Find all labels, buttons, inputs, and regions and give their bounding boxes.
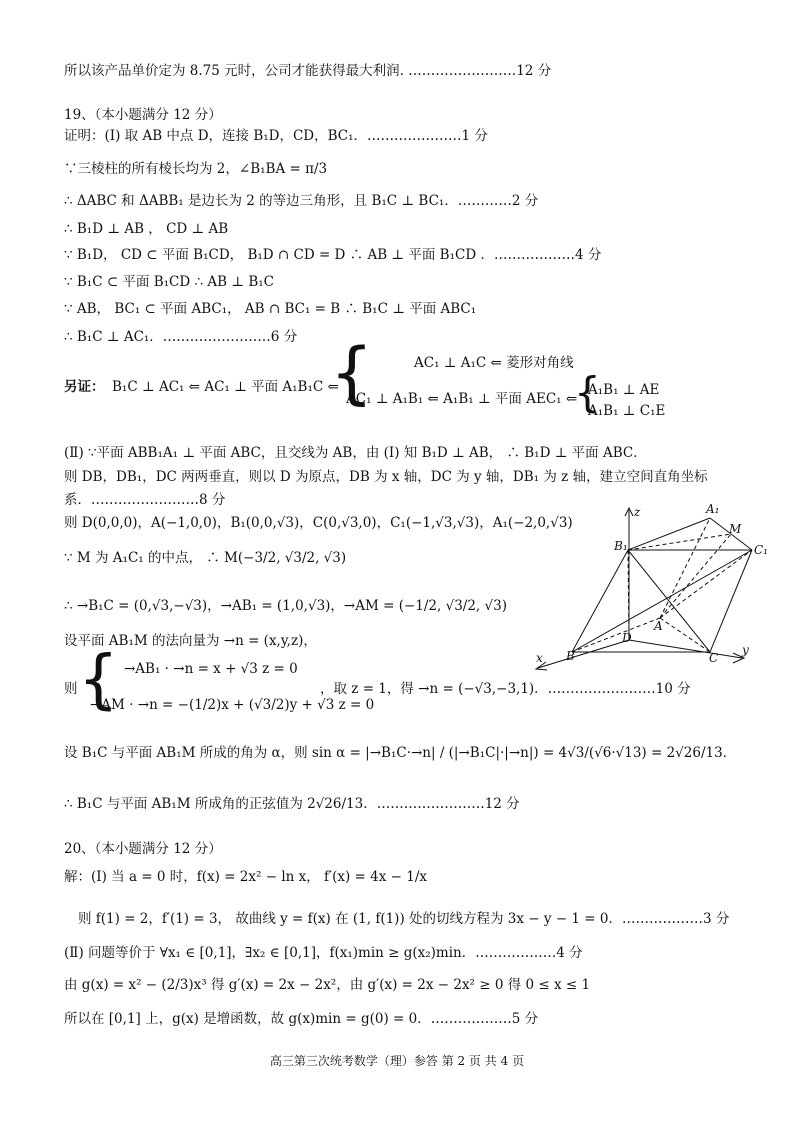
text-line: ∴ B₁D ⊥ AB ， CD ⊥ AB	[64, 221, 229, 237]
y-axis	[629, 640, 742, 658]
text-line: ∴ →B₁C = (0,√3,−√3)，→AB₁ = (1,0,√3)，→AM = (−1/2, √3/2, √3)	[64, 598, 507, 614]
edge-AC	[660, 618, 710, 652]
text-line: AC₁ ⊥ A₁C ⇐ 菱形对角线	[414, 355, 574, 371]
edge-C1C	[710, 550, 752, 652]
prism-figure	[530, 500, 780, 680]
text-line: 所以在 [0,1] 上，g(x) 是增函数，故 g(x)min = g(0) = 0．………………5 分	[64, 1011, 539, 1027]
text-line: 则 D(0,0,0)，A(−1,0,0)，B₁(0,0,√3)，C(0,√3,0)，C₁(−1,√3,√3)，A₁(−2,0,√3)	[64, 515, 573, 531]
left-brace: {	[330, 334, 374, 413]
text-line: B₁C ⊥ AC₁ ⇐ AC₁ ⊥ 平面 A₁B₁C ⇐	[112, 379, 339, 395]
text-line: ∵ AB， BC₁ ⊂ 平面 ABC₁， AB ∩ BC₁ = B ∴ B₁C ⊥ 平面 ABC₁	[64, 301, 477, 317]
diag-B1C	[628, 550, 710, 652]
equation: →AB₁ · →n = x + √3 z = 0	[124, 661, 298, 677]
text-line: 设 B₁C 与平面 AB₁M 所成的角为 α，则 sin α = |→B₁C·→n| / (|→B₁C|·|→n|) = 4√3/(√6·√13) = 2√26/13．	[64, 745, 737, 761]
text-line: 则 DB，DB₁，DC 两两垂直，则以 D 为原点，DB 为 x 轴，DC 为 y 轴，DB₁ 为 z 轴，建立空间直角坐标	[64, 469, 708, 485]
x-axis	[538, 640, 629, 668]
text-line: ∴ B₁C ⊥ AC₁．……………………6 分	[64, 329, 298, 345]
text-line: ，取 z = 1，得 →n = (−√3,−3,1)．……………………10 分	[320, 681, 691, 697]
text-line: (Ⅱ) ∵平面 ABB₁A₁ ⊥ 平面 ABC，且交线为 AB，由 (Ⅰ) 知 B₁D ⊥ AB， ∴ B₁D ⊥ 平面 ABC．	[64, 445, 647, 461]
text-line: 由 g(x) = x² − (2/3)x³ 得 g′(x) = 2x − 2x²，由 g′(x) = 2x − 2x² ≥ 0 得 0 ≤ x ≤ 1	[64, 977, 591, 993]
figure-label: z	[634, 505, 641, 519]
figure-label: M	[729, 522, 742, 536]
text-line: A₁B₁ ⊥ C₁E	[588, 403, 666, 419]
text-line: 系．……………………8 分	[64, 492, 226, 508]
figure-label: C	[709, 651, 719, 665]
edge-AB	[572, 618, 660, 652]
diag-BC1	[572, 550, 752, 652]
text-line: 所以该产品单价定为 8.75 元时，公司才能获得最大利润. ……………………12 分	[64, 63, 552, 79]
equation: →AM · →n = −(1/2)x + (√3/2)y + √3 z = 0	[90, 697, 375, 713]
figure-label: x	[536, 651, 543, 665]
text-line: AC₁ ⊥ A₁B₁ ⇐ A₁B₁ ⊥ 平面 AEC₁ ⇐	[346, 391, 578, 407]
text-line: 则 f(1) = 2，f′(1) = 3， 故曲线 y = f(x) 在 (1, f(1)) 处的切线方程为 3x − y − 1 = 0．………………3 分	[78, 911, 730, 927]
figure-label: y	[742, 643, 749, 657]
text-line: 解：(Ⅰ) 当 a = 0 时，f(x) = 2x² − ln x， f′(x) = 4x − 1/x	[64, 869, 427, 885]
figure-label: A₁	[706, 502, 720, 516]
figure-label: D	[622, 631, 632, 645]
text-line: ∵ B₁D， CD ⊂ 平面 B₁CD， B₁D ∩ CD = D ∴ AB ⊥ 平面 B₁CD ．………………4 分	[64, 247, 602, 263]
text-line: 证明：(Ⅰ) 取 AB 中点 D，连接 B₁D，CD，BC₁．…………………1 分	[64, 128, 488, 144]
text-line: 设平面 AB₁M 的法向量为 →n = (x,y,z)，	[64, 633, 317, 649]
page-footer: 高三第三次统考数学（理）参答 第 2 页 共 4 页	[269, 1054, 525, 1068]
alt-proof-label: 另证：	[64, 379, 105, 395]
text-line: ∴ B₁C 与平面 AB₁M 所成角的正弦值为 2√26/13．……………………12 分	[64, 796, 520, 812]
left-brace: {	[78, 643, 119, 717]
text-line: ∵ B₁C ⊂ 平面 B₁CD ∴ AB ⊥ B₁C	[64, 274, 274, 290]
text-line: ∵ M 为 A₁C₁ 的中点， ∴ M(−3/2, √3/2, √3)	[64, 550, 347, 566]
text-line: A₁B₁ ⊥ AE	[588, 382, 660, 398]
figure-label: C₁	[754, 543, 768, 557]
figure-label: B	[566, 649, 575, 663]
line-B1M	[628, 534, 731, 550]
figure-label: B₁	[614, 539, 628, 553]
text-line: ∵三棱柱的所有棱长均为 2，∠B₁BA = π/3	[64, 161, 328, 177]
edge-B1A1	[628, 518, 710, 550]
section-heading: 20、（本小题满分 12 分）	[64, 841, 222, 857]
left-brace: {	[574, 368, 601, 417]
figure-label: A	[654, 619, 663, 633]
text-line: ∴ ΔABC 和 ΔABB₁ 是边长为 2 的等边三角形，且 B₁C ⊥ BC₁．…………2 分	[64, 193, 539, 209]
section-heading: 19、（本小题满分 12 分）	[64, 107, 222, 123]
text-line: (Ⅱ) 问题等价于 ∀x₁ ∈ [0,1]，∃x₂ ∈ [0,1]，f(x₁)min ≥ g(x₂)min．………………4 分	[64, 945, 583, 961]
text-line: 则	[64, 681, 78, 697]
